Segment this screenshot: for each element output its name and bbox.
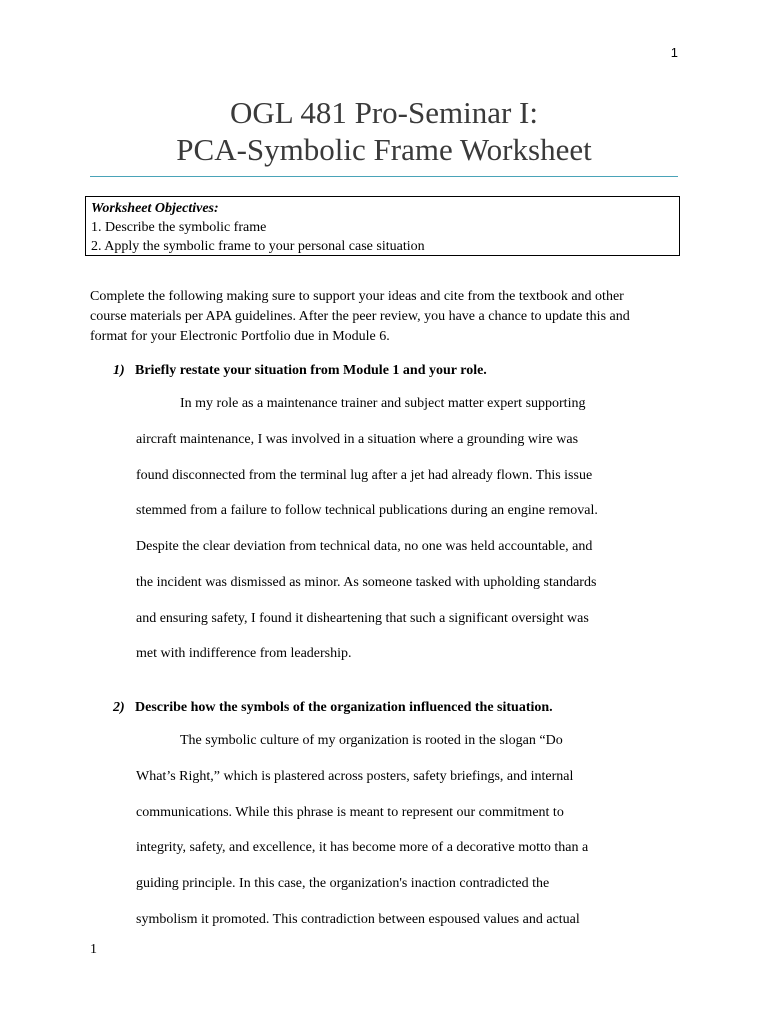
answer-line: stemmed from a failure to follow technical publications during an engine removal. [136, 503, 598, 519]
answer-line: and ensuring safety, I found it disheartening that such a significant oversight was [136, 610, 589, 626]
objectives-box [85, 196, 680, 256]
answer-line: In my role as a maintenance trainer and subject matter expert supporting [180, 396, 586, 411]
answer-line: the incident was dismissed as minor. As someone tasked with upholding standards [136, 574, 597, 590]
answer-line: integrity, safety, and excellence, it has become more of a decorative motto than a [136, 840, 589, 856]
question-2-number: 2) [113, 700, 125, 715]
answer-line: What’s Right,” which is plastered across posters, safety briefings, and internal [136, 768, 574, 784]
intro-line: format for your Electronic Portfolio due in Module 6. [90, 329, 390, 344]
title-line-2: PCA-Symbolic Frame Worksheet [176, 132, 592, 167]
question-2-text: Describe how the symbols of the organization influenced the situation. [135, 700, 553, 715]
objectives-heading: Worksheet Objectives: [91, 201, 219, 216]
question-2-answer [136, 731, 636, 946]
answer-line: The symbolic culture of my organization is rooted in the slogan “Do [180, 733, 563, 748]
intro-paragraph [90, 287, 685, 347]
answer-line: aircraft maintenance, I was involved in a situation where a grounding wire was [136, 431, 579, 447]
answer-line: guiding principle. In this case, the organization's inaction contradicted the [136, 876, 550, 891]
question-1-answer [136, 394, 636, 680]
title-line-1: OGL 481 Pro-Seminar I: [230, 95, 538, 130]
footer-page-number: 1 [90, 942, 97, 957]
answer-line: found disconnected from the terminal lug after a jet had already flown. This issue [136, 467, 593, 483]
title-divider [90, 176, 678, 177]
answer-line: communications. While this phrase is meant to represent our commitment to [136, 804, 564, 820]
question-1-number: 1) [113, 363, 125, 378]
answer-line: symbolism it promoted. This contradiction between espoused values and actual [136, 911, 580, 927]
objective-item: 2. Apply the symbolic frame to your personal case situation [91, 239, 425, 254]
question-2-prompt [113, 698, 553, 718]
question-1-prompt [113, 361, 487, 381]
answer-line: Despite the clear deviation from technical data, no one was held accountable, and [136, 539, 593, 554]
objective-item: 1. Describe the symbolic frame [91, 220, 267, 235]
header-page-number: 1 [670, 45, 678, 60]
intro-line: Complete the following making sure to support your ideas and cite from the textbook and other [90, 289, 624, 304]
document-title [90, 94, 678, 168]
question-1-text: Briefly restate your situation from Module 1 and your role. [135, 363, 487, 378]
answer-line: met with indifference from leadership. [136, 646, 352, 662]
intro-line: course materials per APA guidelines. After the peer review, you have a chance to update this and [90, 309, 630, 324]
